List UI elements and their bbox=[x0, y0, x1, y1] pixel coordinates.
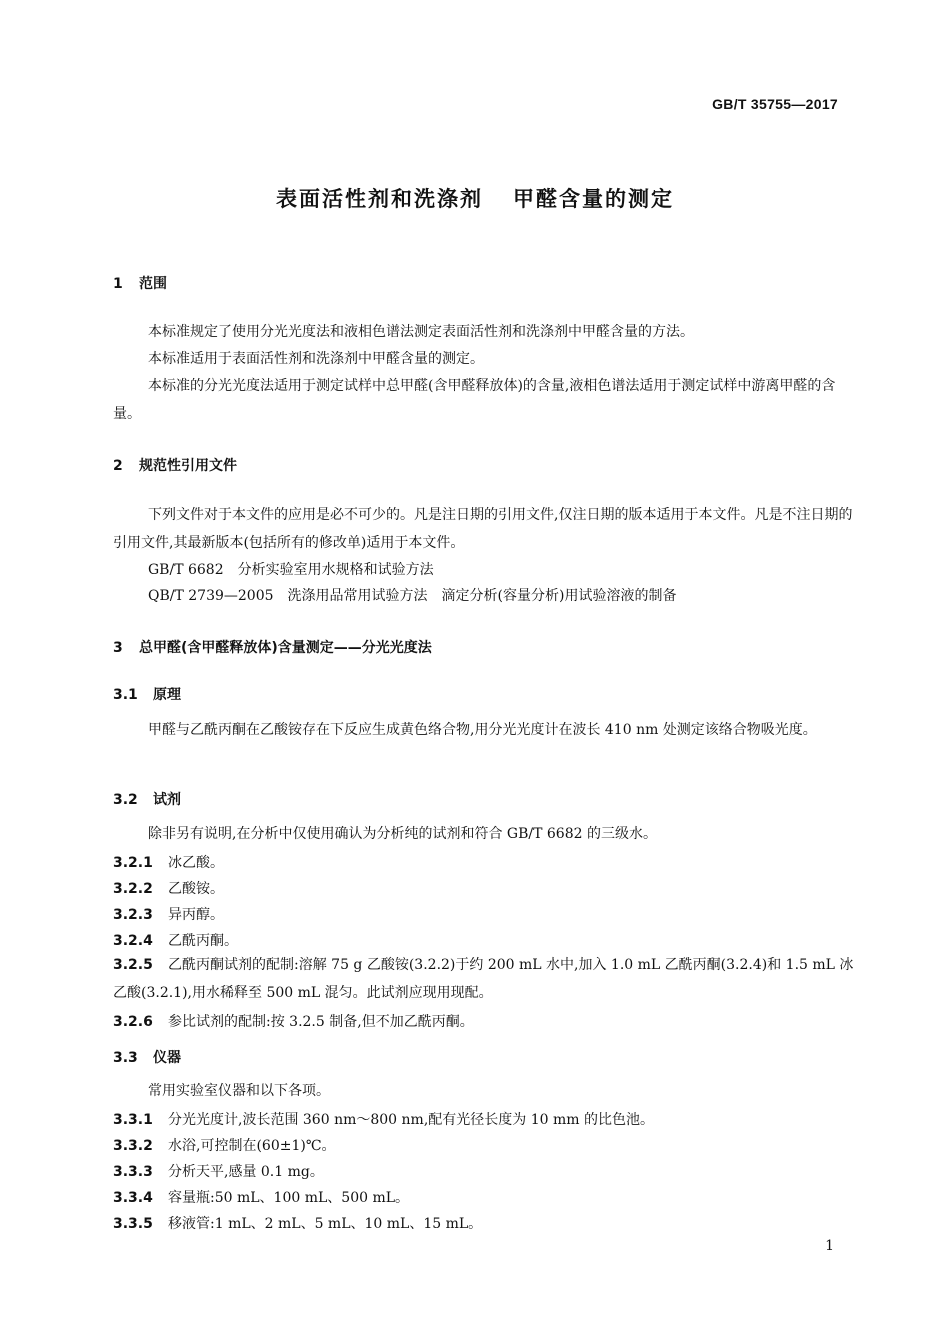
s1-paragraph-1: 本标准规定了使用分光光度法和液相色谱法测定表面活性剂和洗涤剂中甲醛含量的方法。 bbox=[148, 324, 694, 340]
item-number: 3.2.6 bbox=[113, 1014, 153, 1030]
item-text: 容量瓶:50 mL、100 mL、500 mL。 bbox=[168, 1190, 410, 1206]
item-text: 水浴,可控制在(60±1)℃。 bbox=[168, 1138, 336, 1154]
subsection-3-1-heading bbox=[113, 684, 181, 704]
item-3-2-4 bbox=[113, 930, 238, 950]
item-3-3-2 bbox=[113, 1135, 336, 1155]
reference-code: GB/T 6682 bbox=[148, 562, 224, 578]
subsection-title: 原理 bbox=[153, 687, 181, 703]
item-text: 冰乙酸。 bbox=[168, 855, 224, 871]
section-title: 规范性引用文件 bbox=[139, 458, 237, 474]
item-3-3-1 bbox=[113, 1109, 654, 1129]
reference-code: QB/T 2739—2005 bbox=[148, 588, 274, 604]
reference-title: 分析实验室用水规格和试验方法 bbox=[237, 562, 434, 578]
subsection-3-3-heading bbox=[113, 1047, 181, 1067]
item-text: 分光光度计,波长范围 360 nm～800 nm,配有光径长度为 10 mm 的比色池。 bbox=[168, 1112, 654, 1128]
item-number: 3.3.5 bbox=[113, 1216, 153, 1232]
item-text: 乙酰丙酮试剂的配制:溶解 75 g 乙酸铵(3.2.2)于约 200 mL 水中,加入 1.0 mL 乙酰丙酮(3.2.4)和 1.5 mL 冰乙酸(3.2.1),用水稀释至 500 mL 混匀。此试剂应现用现配。 bbox=[113, 957, 854, 1001]
subsection-3-2-heading bbox=[113, 789, 181, 809]
item-number: 3.3.2 bbox=[113, 1138, 153, 1154]
subsection-number: 3.3 bbox=[113, 1050, 138, 1066]
subsection-number: 3.2 bbox=[113, 792, 138, 808]
item-number: 3.3.4 bbox=[113, 1190, 153, 1206]
item-number: 3.2.4 bbox=[113, 933, 153, 949]
item-text: 分析天平,感量 0.1 mg。 bbox=[168, 1164, 324, 1180]
title-part2: 甲醛含量的测定 bbox=[513, 187, 674, 211]
item-number: 3.2.2 bbox=[113, 881, 153, 897]
section-number: 1 bbox=[113, 276, 123, 292]
item-3-2-3 bbox=[113, 904, 224, 924]
item-3-3-4 bbox=[113, 1187, 409, 1207]
standard-number: GB/T 35755—2017 bbox=[712, 96, 838, 112]
s1-paragraph-2: 本标准适用于表面活性剂和洗涤剂中甲醛含量的测定。 bbox=[148, 351, 484, 367]
item-number: 3.3.3 bbox=[113, 1164, 153, 1180]
section-1-heading bbox=[113, 273, 167, 293]
item-3-3-3 bbox=[113, 1161, 324, 1181]
item-number: 3.2.5 bbox=[113, 957, 153, 973]
reference-1 bbox=[148, 559, 434, 579]
section-title: 总甲醛(含甲醛释放体)含量测定——分光光度法 bbox=[139, 640, 432, 656]
subsection-number: 3.1 bbox=[113, 687, 138, 703]
s31-paragraph-1: 甲醛与乙酰丙酮在乙酸铵存在下反应生成黄色络合物,用分光光度计在波长 410 nm 处测定该络合物吸光度。 bbox=[148, 722, 817, 738]
item-number: 3.2.1 bbox=[113, 855, 153, 871]
item-number: 3.3.1 bbox=[113, 1112, 153, 1128]
item-3-3-5 bbox=[113, 1213, 482, 1233]
item-3-2-6 bbox=[113, 1011, 474, 1031]
title-part1: 表面活性剂和洗涤剂 bbox=[276, 187, 483, 211]
subsection-title: 试剂 bbox=[153, 792, 181, 808]
item-3-2-1 bbox=[113, 852, 224, 872]
item-3-2-2 bbox=[113, 878, 224, 898]
item-text: 异丙醇。 bbox=[168, 907, 224, 923]
s33-paragraph-1: 常用实验室仪器和以下各项。 bbox=[148, 1083, 330, 1099]
s2-paragraph-1: 下列文件对于本文件的应用是必不可少的。凡是注日期的引用文件,仅注日期的版本适用于本文件。凡是不注日期的引用文件,其最新版本(包括所有的修改单)适用于本文件。 bbox=[113, 507, 853, 551]
s32-paragraph-1: 除非另有说明,在分析中仅使用确认为分析纯的试剂和符合 GB/T 6682 的三级水。 bbox=[148, 826, 657, 842]
section-number: 2 bbox=[113, 458, 123, 474]
section-title: 范围 bbox=[139, 276, 167, 292]
reference-2 bbox=[148, 585, 676, 605]
item-text: 乙酸铵。 bbox=[168, 881, 224, 897]
item-text: 乙酰丙酮。 bbox=[168, 933, 238, 949]
document-title bbox=[0, 183, 950, 213]
item-number: 3.2.3 bbox=[113, 907, 153, 923]
page-number: 1 bbox=[825, 1238, 834, 1254]
section-number: 3 bbox=[113, 640, 123, 656]
section-2-heading bbox=[113, 455, 237, 475]
item-3-2-5 bbox=[113, 951, 855, 1007]
item-text: 参比试剂的配制:按 3.2.5 制备,但不加乙酰丙酮。 bbox=[168, 1014, 474, 1030]
subsection-title: 仪器 bbox=[153, 1050, 181, 1066]
section-3-heading bbox=[113, 637, 432, 657]
item-text: 移液管:1 mL、2 mL、5 mL、10 mL、15 mL。 bbox=[168, 1216, 483, 1232]
s1-paragraph-3: 本标准的分光光度法适用于测定试样中总甲醛(含甲醛释放体)的含量,液相色谱法适用于测定试样中游离甲醛的含量。 bbox=[113, 378, 836, 422]
reference-title: 洗涤用品常用试验方法 滴定分析(容量分析)用试验溶液的制备 bbox=[287, 588, 677, 604]
